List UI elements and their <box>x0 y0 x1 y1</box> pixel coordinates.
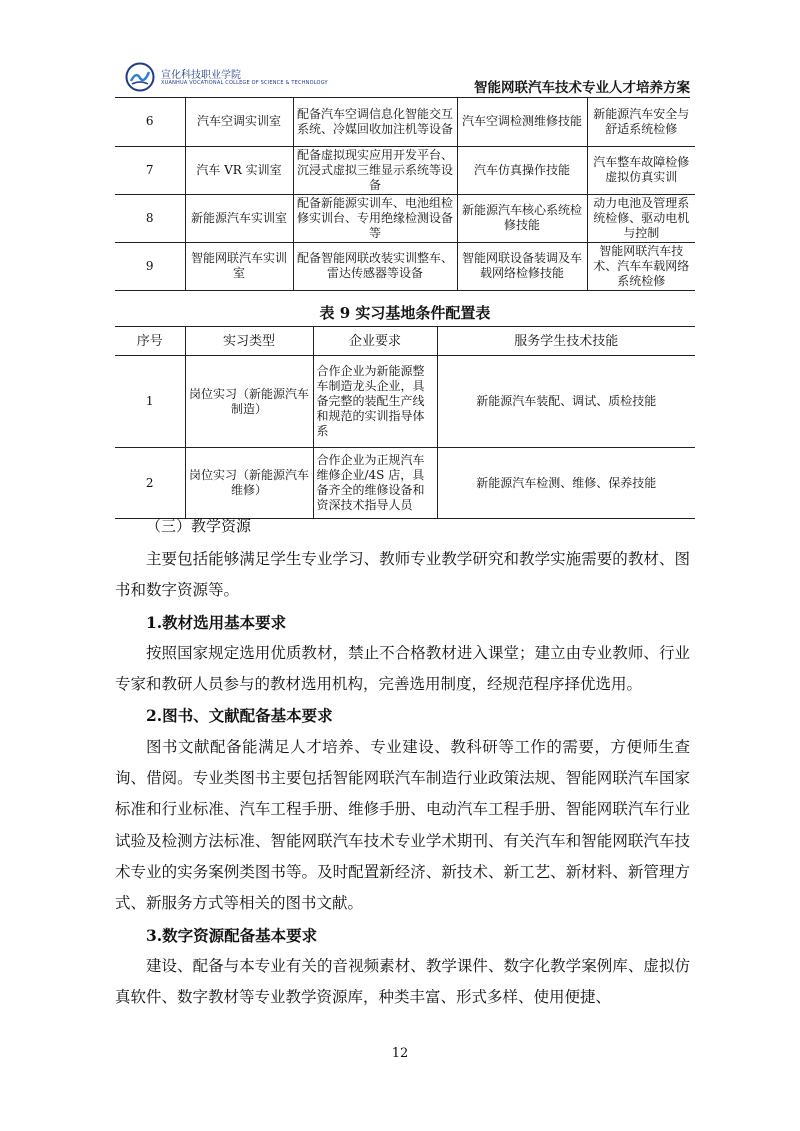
paragraph-library: 图书文献配备能满足人才培养、专业建设、教科研等工作的需要，方便师生查询、借阅。专业类图书主要包括智能网联汽车制造行业政策法规、智能网联汽车国家标准和行业标准、汽车工程手册、维修手册、电动汽车工程手册、智能网联汽车行业试验及检测方法标准、智能网联汽车技术专业学术期刊、有关汽车和智能网联汽车技术专业的实务案例类图书等。及时配置新经济、新技术、新工艺、新材料、新管理方式、新服务方式等相关的图书文献。 <box>115 737 690 913</box>
table-row <box>115 448 695 519</box>
skill: 智能网联汽车技术、汽车车载网络系统检修 <box>587 242 695 290</box>
training-room-table-continued <box>115 98 695 291</box>
school-name: 宣化科技职业学院 <box>161 70 241 81</box>
table-row <box>115 242 695 290</box>
page-number: 12 <box>391 1046 409 1061</box>
training-item: 汽车仿真操作技能 <box>457 146 587 194</box>
column-header: 服务学生技术技能 <box>437 327 695 356</box>
page-header <box>115 58 690 98</box>
row-number: 6 <box>115 98 185 146</box>
section-heading: （三）教学资源 <box>146 517 252 535</box>
paragraph-digital: 建设、配备与本专业有关的音视频素材、教学课件、数字化教学案例库、虚拟仿真软件、数字教材等专业教学资源库，种类丰富、形式多样、使用便捷、 <box>115 956 690 1007</box>
internship-type: 岗位实习（新能源汽车制造） <box>185 356 313 448</box>
table-9-title: 表 9 实习基地条件配置表 <box>319 304 491 322</box>
school-name-en: XUANHUA VOCATIONAL COLLEGE OF SCIENCE & TECHNOLOGY <box>161 80 328 86</box>
table-header-row <box>115 327 695 356</box>
enterprise-requirement: 合作企业为新能源整车制造龙头企业，具备完整的装配生产线和规范的实训指导体系 <box>313 356 437 448</box>
equipment: 配备智能网联改装实训整车、雷达传感器等设备 <box>293 242 457 290</box>
paragraph-textbooks: 按照国家规定选用优质教材，禁止不合格教材进入课堂；建立由专业教师、行业专家和教研人员参与的教材选用机构，完善选用制度，经规范程序择优选用。 <box>115 643 690 694</box>
skill: 汽车整车故障检修虚拟仿真实训 <box>587 146 695 194</box>
skill: 新能源汽车安全与舒适系统检修 <box>587 98 695 146</box>
student-skill: 新能源汽车检测、维修、保养技能 <box>437 448 695 519</box>
subheading-textbooks: 1.教材选用基本要求 <box>146 612 287 632</box>
equipment: 配备汽车空调信息化智能交互系统、冷媒回收加注机等设备 <box>293 98 457 146</box>
document-title: 智能网联汽车技术专业人才培养方案 <box>474 80 690 96</box>
body-content <box>115 512 690 1013</box>
row-number: 9 <box>115 242 185 290</box>
subheading-digital: 3.数字资源配备基本要求 <box>146 925 318 945</box>
training-item: 智能网联设备装调及车载网络检修技能 <box>457 242 587 290</box>
room-name: 智能网联汽车实训室 <box>185 242 293 290</box>
column-header: 企业要求 <box>313 327 437 356</box>
room-name: 汽车空调实训室 <box>185 98 293 146</box>
equipment: 配备虚拟现实应用开发平台、沉浸式虚拟三维显示系统等设备 <box>293 146 457 194</box>
skill: 动力电池及管理系统检修、驱动电机与控制 <box>587 194 695 242</box>
table-row <box>115 194 695 242</box>
row-number: 7 <box>115 146 185 194</box>
internship-base-table <box>115 326 695 519</box>
row-number: 1 <box>115 356 185 448</box>
subheading-library: 2.图书、文献配备基本要求 <box>146 706 333 726</box>
training-item: 汽车空调检测维修技能 <box>457 98 587 146</box>
equipment: 配备新能源实训车、电池组检修实训台、专用绝缘检测设备等 <box>293 194 457 242</box>
table-row <box>115 356 695 448</box>
college-logo-icon <box>125 62 155 92</box>
row-number: 8 <box>115 194 185 242</box>
room-name: 新能源汽车实训室 <box>185 194 293 242</box>
table-row <box>115 146 695 194</box>
intro-paragraph: 主要包括能够满足学生专业学习、教师专业教学研究和教学实施需要的教材、图书和数字资源等。 <box>115 550 690 600</box>
training-item: 新能源汽车核心系统检修技能 <box>457 194 587 242</box>
column-header: 实习类型 <box>185 327 313 356</box>
column-header: 序号 <box>115 327 185 356</box>
room-name: 汽车 VR 实训室 <box>185 146 293 194</box>
internship-type: 岗位实习（新能源汽车维修） <box>185 448 313 519</box>
table-row <box>115 98 695 146</box>
student-skill: 新能源汽车装配、调试、质检技能 <box>437 356 695 448</box>
enterprise-requirement: 合作企业为正规汽车维修企业/4S 店，具备齐全的维修设备和资深技术指导人员 <box>313 448 437 519</box>
row-number: 2 <box>115 448 185 519</box>
